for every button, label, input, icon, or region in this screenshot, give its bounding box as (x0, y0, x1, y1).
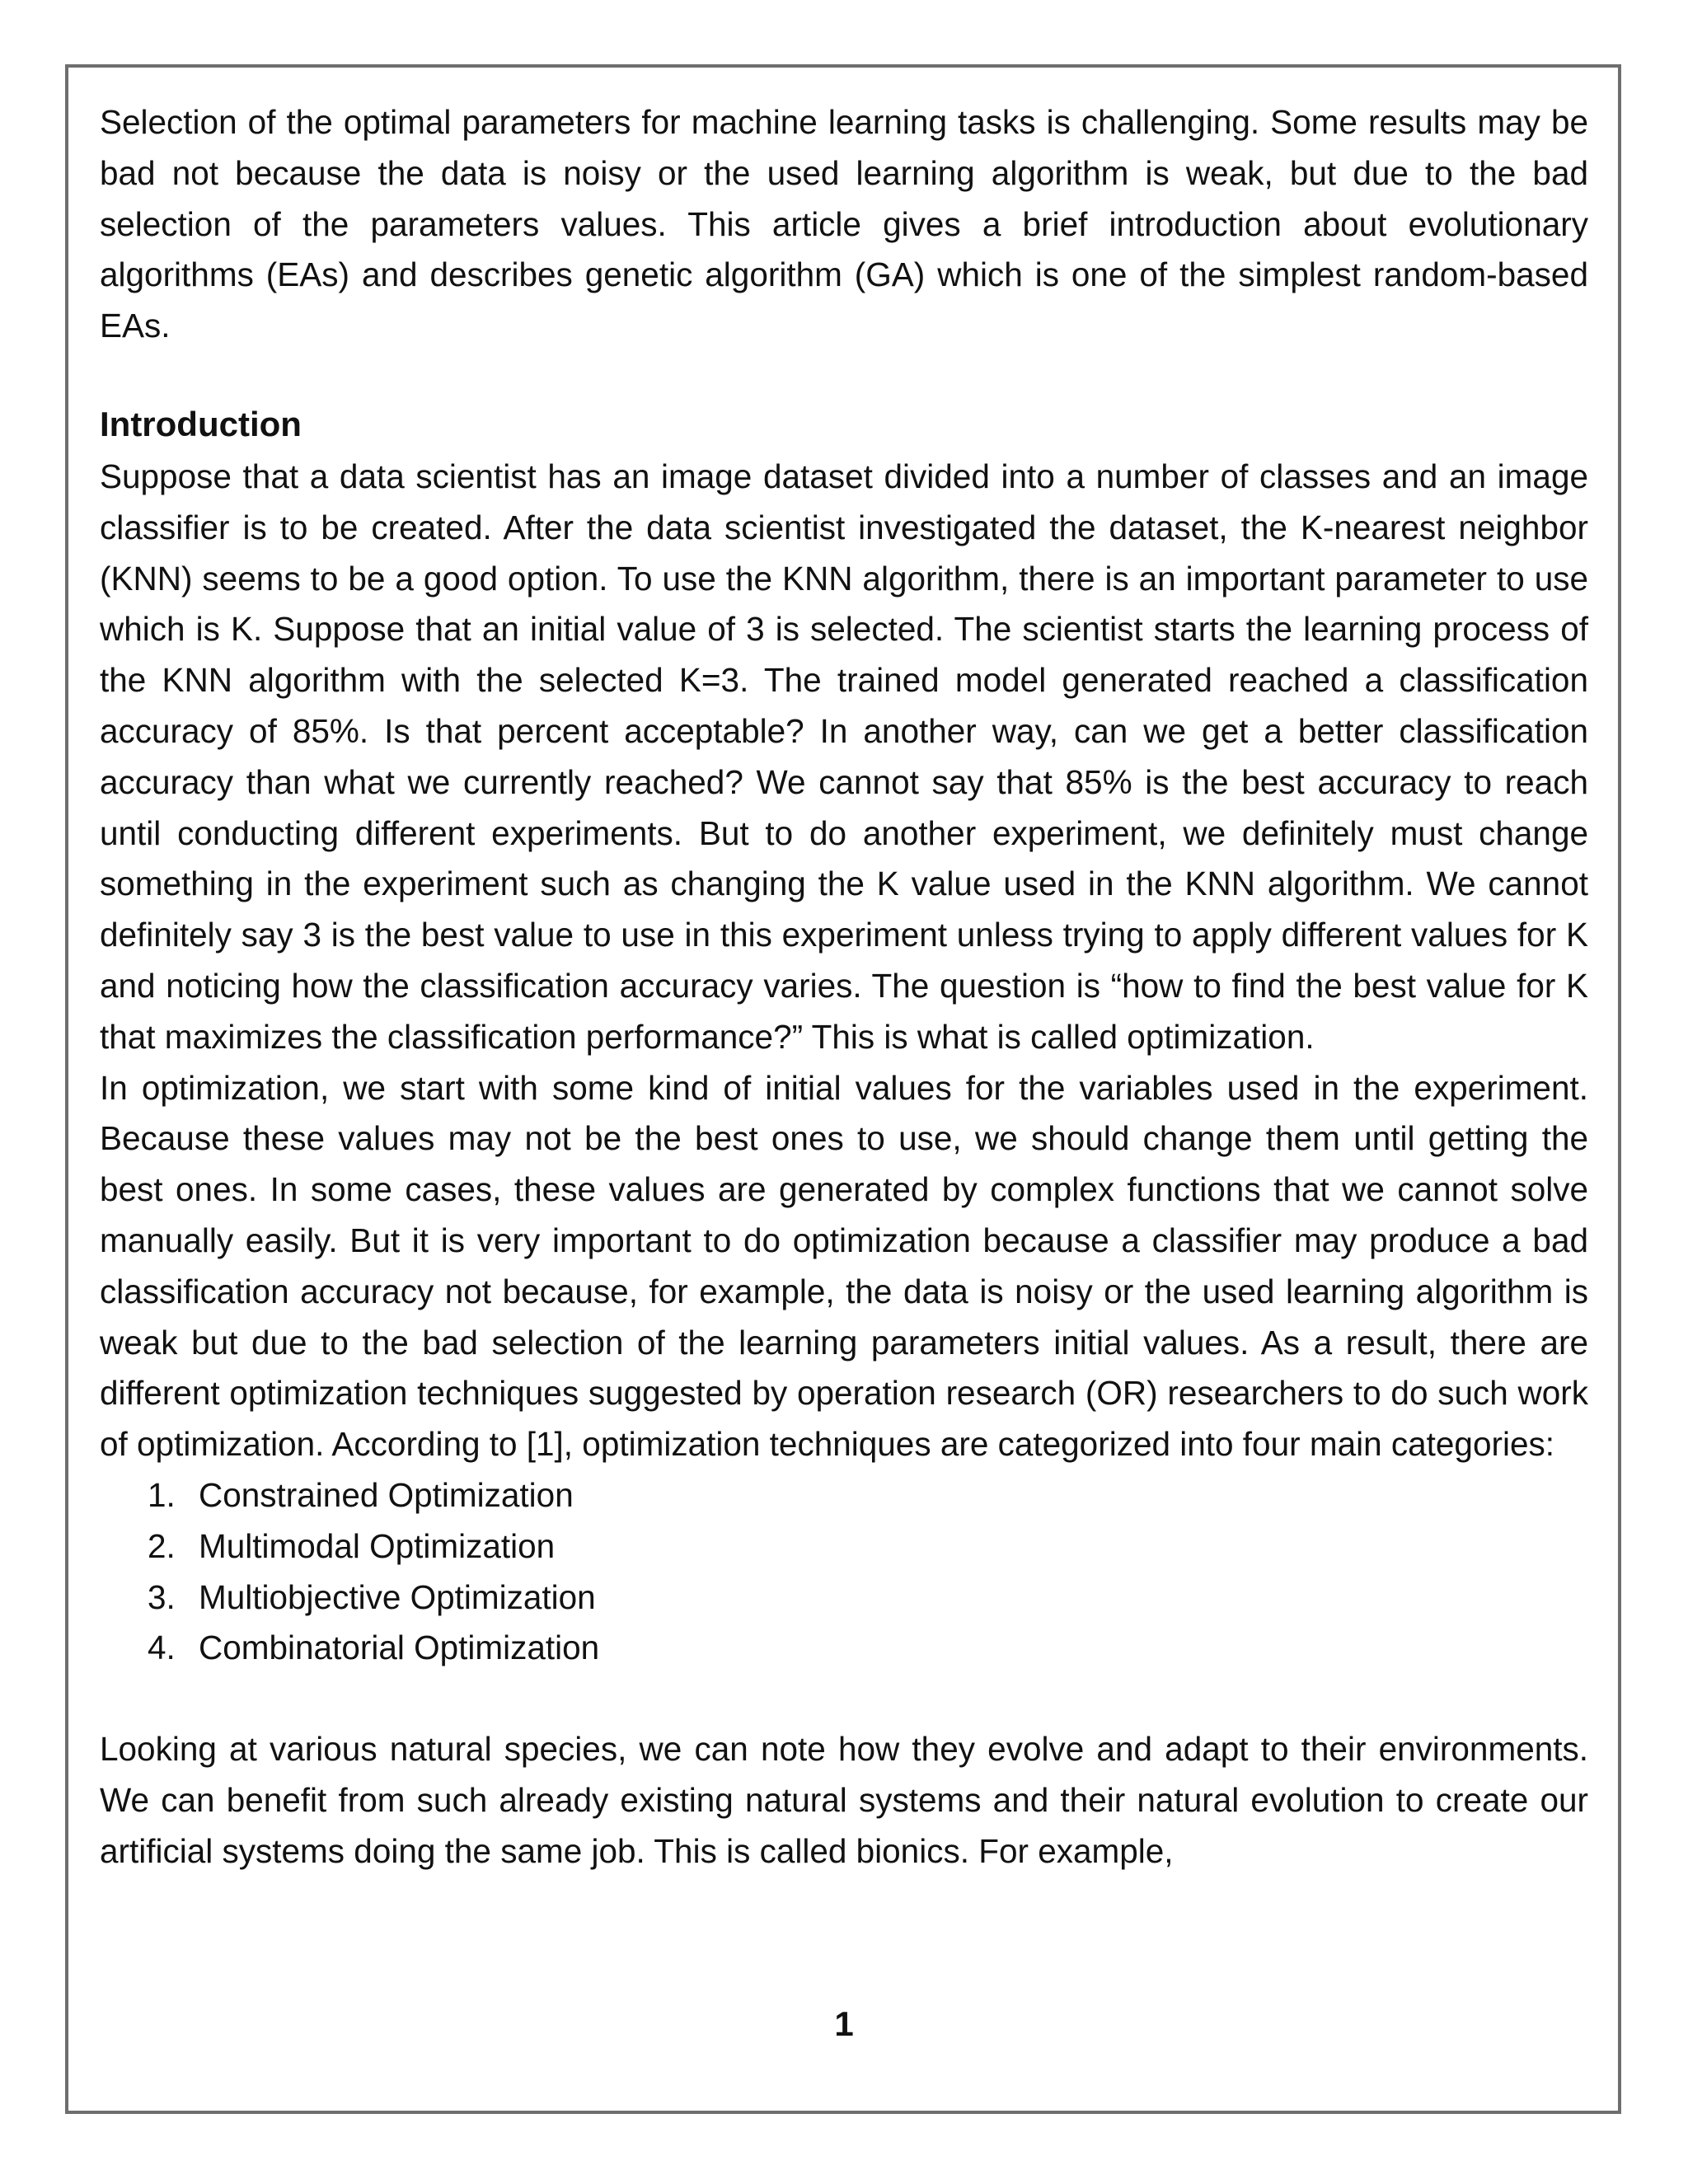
bionics-paragraph: Looking at various natural species, we can note how they evolve and adapt to their environments. We can benefit from such already existing natural systems and their natural evolution to create our artificial systems doing the same job. This is called bionics. For example, (100, 1730, 1588, 1870)
introduction-paragraph-2: In optimization, we start with some kind of initial values for the variables used in the experiment. Because these values may not be the best ones to use, we should change them until getting the best ones. In some cases, these values are generated by complex functions that we cannot solve manually easily. But it is very important to do optimization because a classifier may produce a bad classification accuracy not because, for example, the data is noisy or the used learning algorithm is weak but due to the bad selection of the learning parameters initial values. As a result, there are different optimization techniques suggested by operation research (OR) researchers to do such work of optimization. According to [1], optimization techniques are categorized into four main categories: (100, 1068, 1588, 1464)
introduction-paragraph-1: Suppose that a data scientist has an image dataset divided into a number of classes and an image classifier is to be created. After the data scientist investigated the dataset, the K-nearest neighbor (KNN) seems to be a good option. To use the KNN algorithm, there is an important parameter to use which is K. Suppose that an initial value of 3 is selected. The scientist starts the learning process of the KNN algorithm with the selected K=3. The trained model generated reached a classification accuracy of 85%. Is that percent acceptable? In another way, can we get a better classification accuracy than what we currently reached? We cannot say that 85% is the best accuracy to reach until conducting different experiments. But to do another experiment, we definitely must change something in the experiment such as changing the K value used in the KNN algorithm. We cannot definitely say 3 is the best value to use in this experiment unless trying to apply different values for K and noticing how the classification accuracy varies. The question is “how to find the best value for K that maximizes the classification performance?” This is what is called optimization. (100, 457, 1588, 1056)
list-item (148, 1521, 1588, 1572)
list-item-text: Multimodal Optimization (199, 1526, 556, 1565)
list-item-text: Constrained Optimization (199, 1475, 574, 1514)
abstract-paragraph: Selection of the optimal parameters for machine learning tasks is challenging. Some results may be bad not because the data is noisy or the used learning algorithm is weak, but due to the bad selection of the parameters values. This article gives a brief introduction about evolutionary algorithms (EAs) and describes genetic algorithm (GA) which is one of the simplest random-based EAs. (100, 103, 1588, 345)
paragraph-spacer (100, 1674, 1588, 1724)
list-item-text: Combinatorial Optimization (199, 1629, 600, 1667)
list-item-number: 2. (148, 1526, 176, 1565)
list-item-number: 1. (148, 1475, 176, 1514)
list-item (148, 1623, 1588, 1674)
section-heading-introduction: Introduction (100, 404, 302, 443)
list-item (148, 1572, 1588, 1624)
page-number: 1 (834, 2004, 854, 2043)
list-item-number: 3. (148, 1577, 176, 1616)
list-item-text: Multiobjective Optimization (199, 1577, 596, 1616)
list-item (148, 1470, 1588, 1521)
optimization-categories-list (100, 1470, 1588, 1674)
document-body (100, 97, 1588, 1877)
list-item-number: 4. (148, 1629, 176, 1667)
